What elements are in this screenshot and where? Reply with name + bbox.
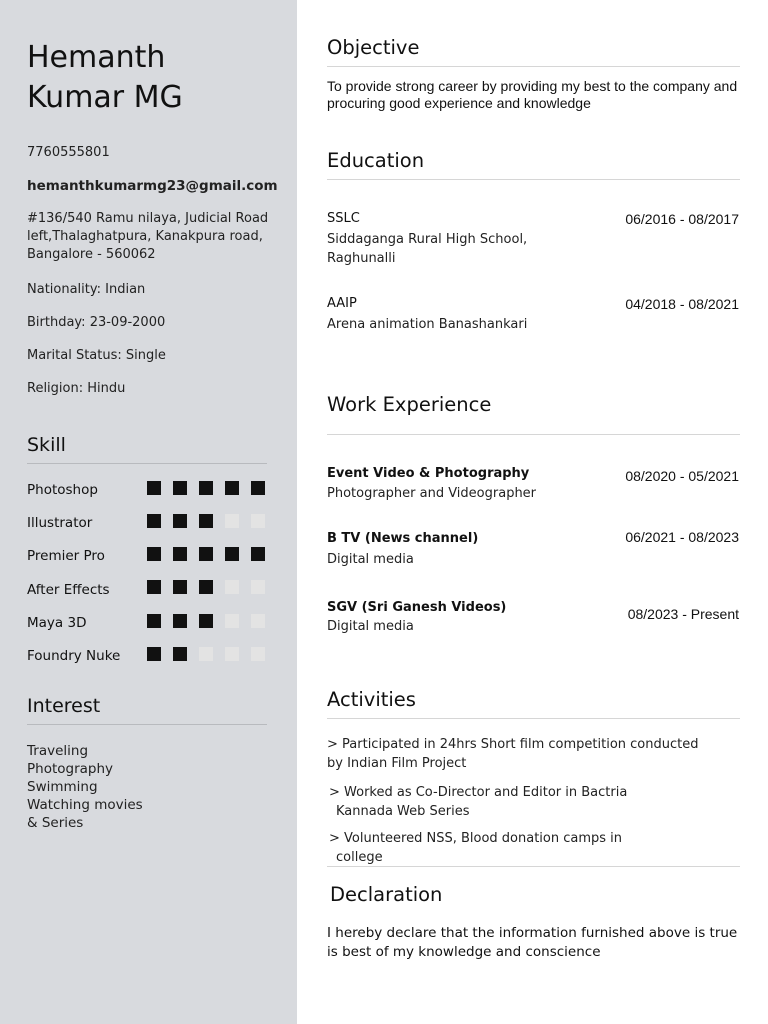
institution-line: Siddaganga Rural High School, [327, 232, 528, 247]
activity-line: by Indian Film Project [327, 755, 467, 771]
candidate-name [27, 38, 183, 118]
section-divider [27, 724, 267, 725]
skill-dot-filled [199, 547, 213, 561]
section-divider [327, 718, 740, 719]
skill-rating [147, 514, 265, 528]
education-institution: Arena animation Banashankari [327, 317, 528, 332]
education-title: AAIP [327, 296, 357, 311]
declaration-text: I hereby declare that the information furnished above is true is best of my knowledge and conscience [327, 925, 738, 960]
address-line: Bangalore - 560062 [27, 247, 156, 262]
interest-item: & Series [27, 815, 84, 831]
education-heading: Education [327, 149, 425, 172]
work-heading: Work Experience [327, 393, 492, 416]
skill-rating [147, 580, 265, 594]
interest-item: Watching movies [27, 797, 143, 813]
skill-rating [147, 614, 265, 628]
main-content [297, 0, 768, 1024]
skill-dot-empty [251, 514, 265, 528]
work-date: 06/2021 - 08/2023 [625, 529, 739, 545]
skill-name: Photoshop [27, 482, 98, 498]
objective-heading: Objective [327, 36, 420, 59]
interest-list [27, 742, 143, 832]
skill-dot-empty [199, 647, 213, 661]
interest-heading: Interest [27, 695, 101, 717]
skill-dot-filled [173, 481, 187, 495]
work-role: Digital media [327, 619, 414, 634]
education-date: 04/2018 - 08/2021 [625, 296, 739, 312]
name-line-1: Hemanth [27, 40, 166, 75]
work-title: B TV (News channel) [327, 531, 479, 546]
skill-dot-filled [199, 614, 213, 628]
skill-dot-filled [173, 614, 187, 628]
skill-name: After Effects [27, 582, 110, 598]
skill-dot-empty [251, 580, 265, 594]
skill-dot-filled [199, 514, 213, 528]
skill-dot-filled [251, 481, 265, 495]
skill-dot-filled [225, 481, 239, 495]
objective-text: To provide strong career by providing my best to the company and procuring good experience and knowledge [327, 78, 738, 111]
skill-dot-filled [225, 547, 239, 561]
skill-dot-filled [147, 580, 161, 594]
skill-dot-filled [147, 614, 161, 628]
skill-dot-filled [173, 547, 187, 561]
skill-rating [147, 547, 265, 561]
address [27, 210, 268, 264]
skill-dot-filled [251, 547, 265, 561]
interest-item: Traveling [27, 743, 89, 759]
interest-item: Photography [27, 761, 114, 777]
activity-item [329, 784, 627, 821]
section-divider [327, 434, 740, 435]
religion: Religion: Hindu [27, 381, 126, 396]
skill-dot-empty [225, 647, 239, 661]
skill-dot-empty [225, 580, 239, 594]
skill-dot-filled [173, 580, 187, 594]
work-title: SGV (Sri Ganesh Videos) [327, 600, 507, 615]
interest-item: Swimming [27, 779, 98, 795]
skill-dot-filled [147, 547, 161, 561]
section-divider [27, 463, 267, 464]
institution-line: Raghunalli [327, 251, 396, 266]
section-divider [327, 179, 740, 180]
work-date: 08/2020 - 05/2021 [625, 468, 739, 484]
activity-line: > Worked as Co-Director and Editor in Bactria [329, 785, 628, 800]
activities-heading: Activities [327, 688, 416, 711]
section-divider [327, 866, 740, 867]
birthday: Birthday: 23-09-2000 [27, 315, 166, 330]
activity-item [327, 736, 698, 773]
work-role: Digital media [327, 552, 414, 567]
nationality: Nationality: Indian [27, 282, 146, 297]
skill-dot-filled [199, 580, 213, 594]
skill-rating [147, 647, 265, 661]
skill-heading: Skill [27, 434, 66, 456]
skill-name: Illustrator [27, 515, 93, 531]
activity-line: college [336, 849, 383, 865]
skill-dot-filled [173, 647, 187, 661]
skill-name: Premier Pro [27, 548, 105, 564]
education-institution [327, 230, 527, 268]
activity-line: > Participated in 24hrs Short film competition conducted [327, 737, 699, 752]
declaration-heading: Declaration [330, 883, 443, 906]
sidebar [0, 0, 297, 1024]
skill-name: Foundry Nuke [27, 648, 121, 664]
section-divider [327, 66, 740, 67]
email-address[interactable]: hemanthkumarmg23@gmail.com [27, 178, 278, 194]
marital-status: Marital Status: Single [27, 348, 166, 363]
skill-dot-filled [147, 514, 161, 528]
skill-rating [147, 481, 265, 495]
skill-dot-empty [225, 514, 239, 528]
address-line: left,Thalaghatpura, Kanakpura road, [27, 229, 263, 244]
skill-dot-filled [147, 481, 161, 495]
skill-dot-filled [147, 647, 161, 661]
skill-name: Maya 3D [27, 615, 87, 631]
skill-dot-empty [251, 614, 265, 628]
activity-line: Kannada Web Series [336, 803, 470, 819]
activity-line: > Volunteered NSS, Blood donation camps in [329, 831, 623, 846]
skill-dot-empty [251, 647, 265, 661]
name-line-2: Kumar MG [27, 80, 183, 115]
skill-dot-filled [199, 481, 213, 495]
work-date: 08/2023 - Present [627, 606, 739, 622]
skill-dot-empty [225, 614, 239, 628]
skill-dot-filled [173, 514, 187, 528]
work-title: Event Video & Photography [327, 466, 530, 481]
phone-number: 7760555801 [27, 145, 110, 160]
address-line: #136/540 Ramu nilaya, Judicial Road [27, 211, 269, 226]
activity-item [329, 830, 622, 867]
education-title: SSLC [327, 211, 360, 226]
work-role: Photographer and Videographer [327, 486, 537, 501]
education-date: 06/2016 - 08/2017 [625, 211, 739, 227]
